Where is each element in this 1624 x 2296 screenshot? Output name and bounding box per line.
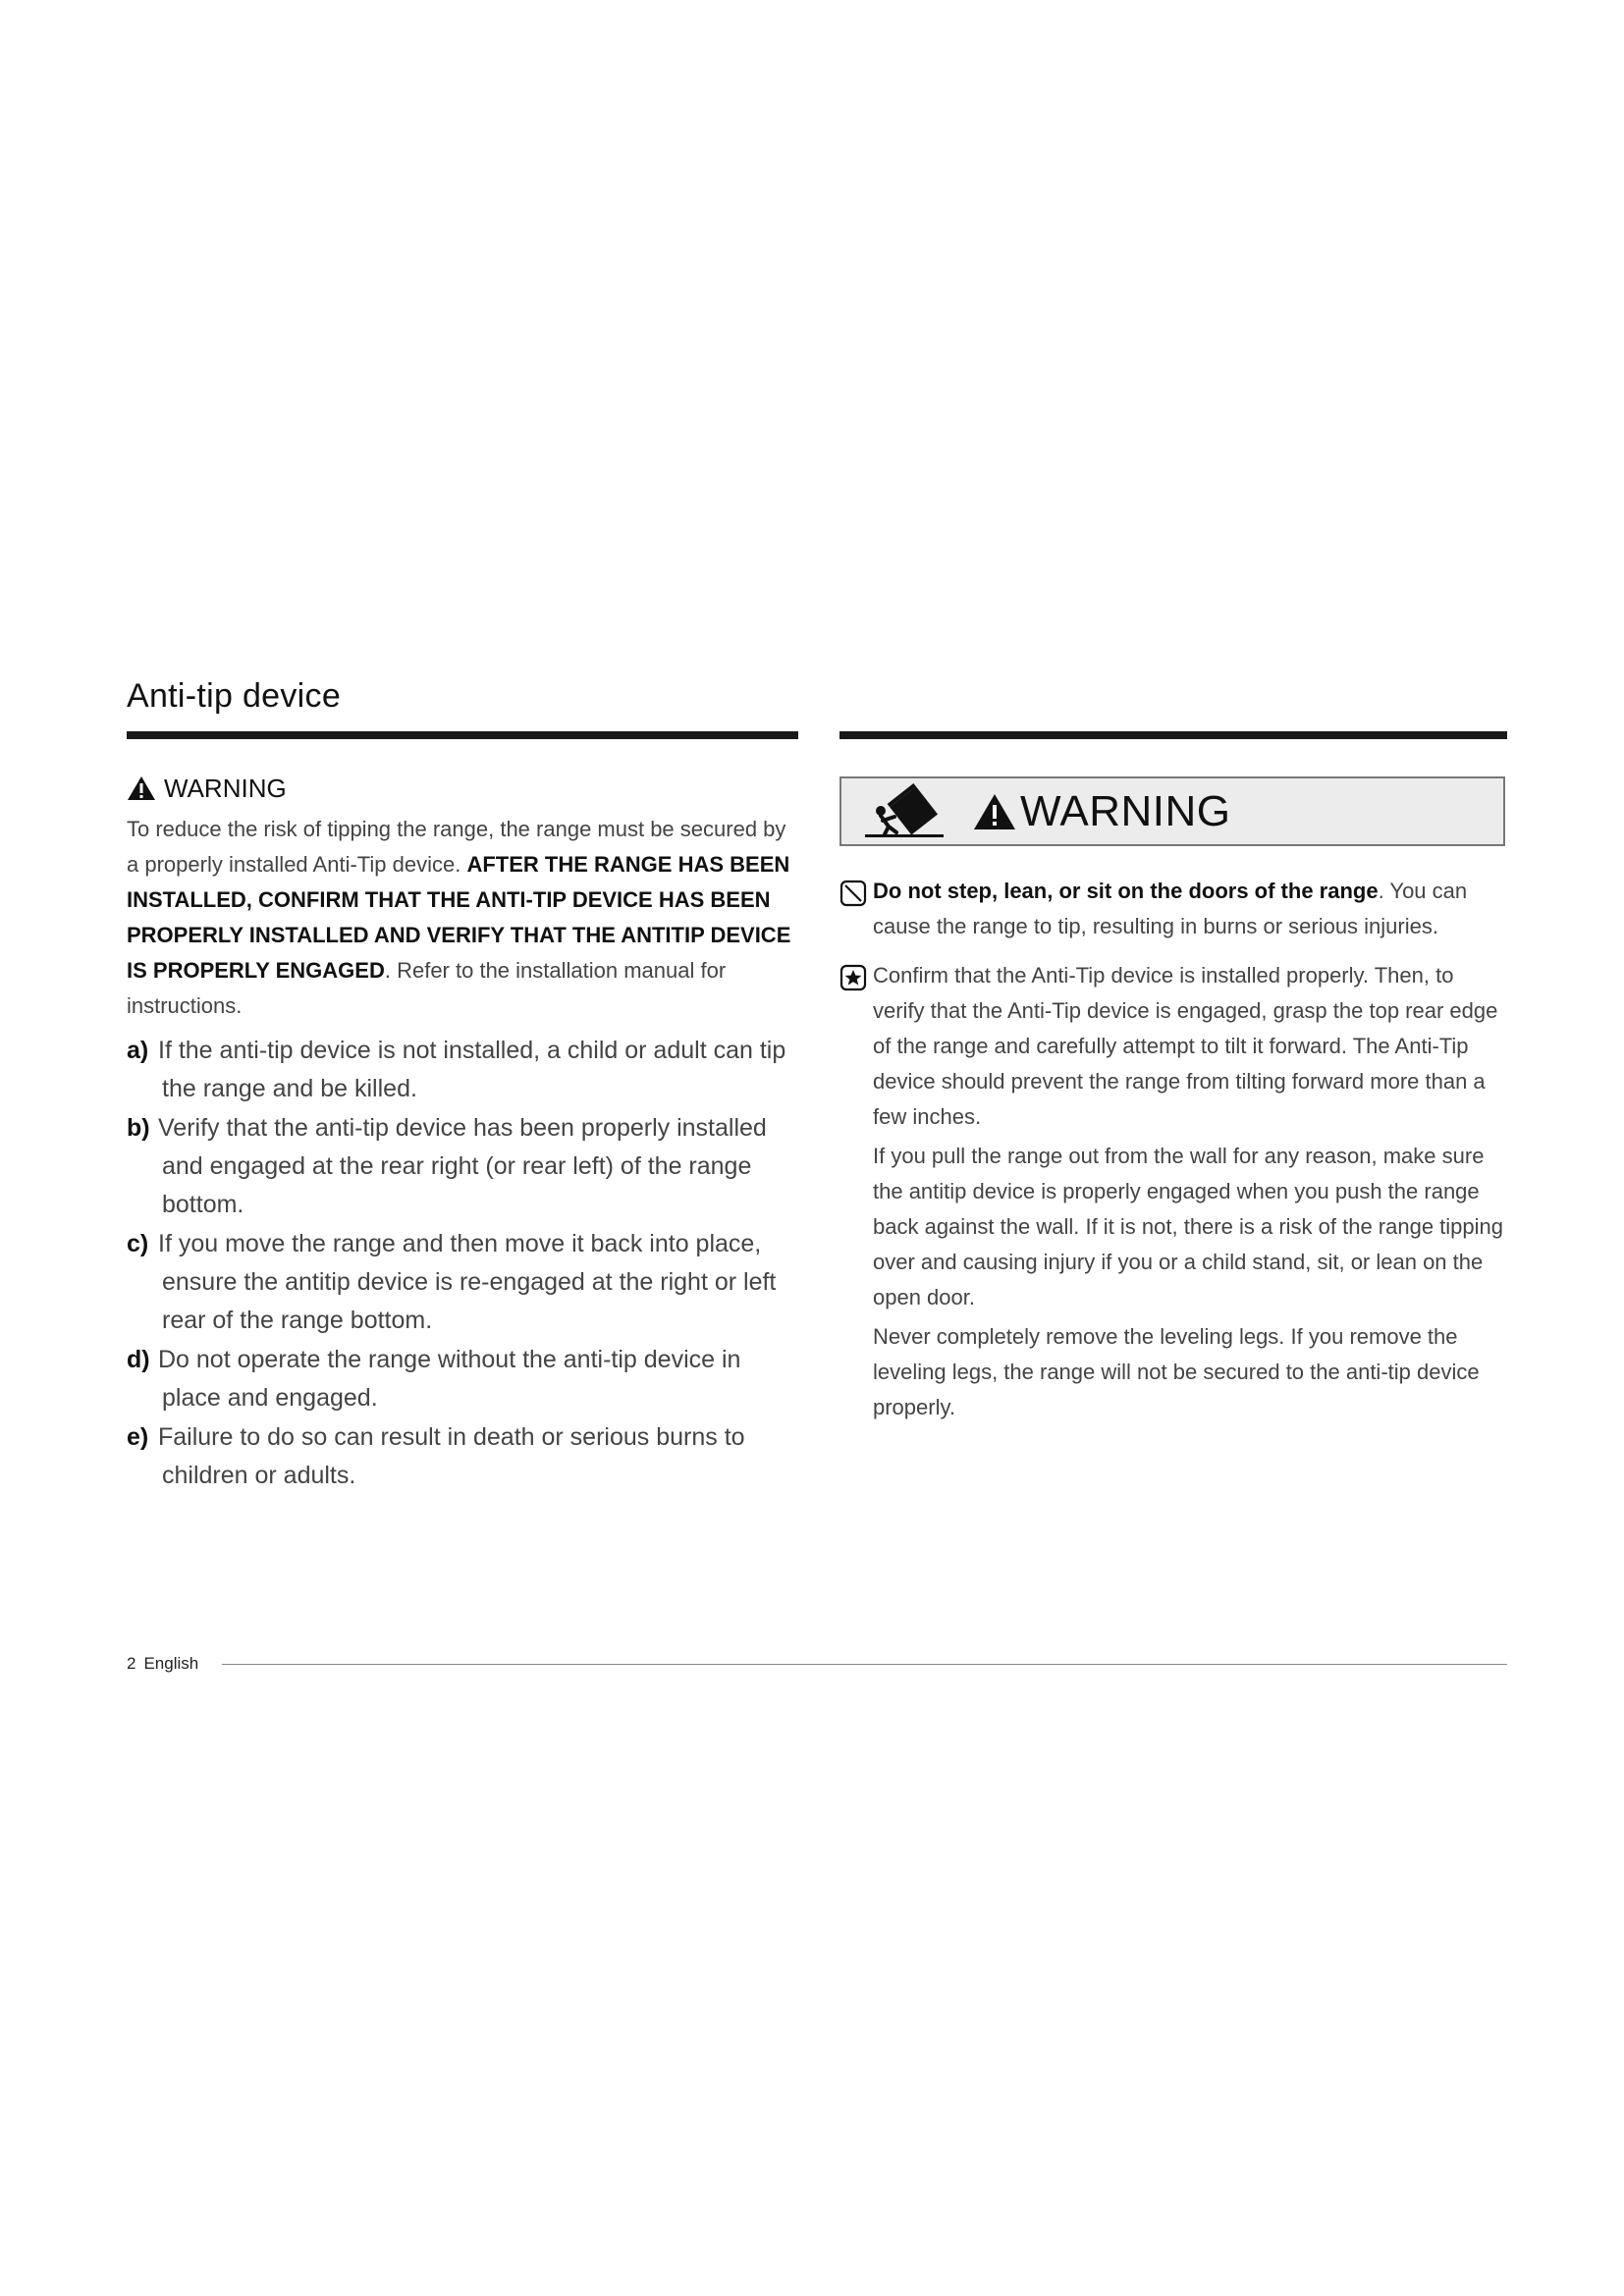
list-item-letter: a) [127, 1037, 149, 1064]
list-item-text: If you move the range and then move it back into place, ensure the antitip device is re-engaged at the right or left rear of the range bottom. [158, 1230, 777, 1334]
instruction-item [839, 958, 1509, 1429]
left-column [127, 769, 794, 1496]
list-item-letter: d) [127, 1346, 150, 1373]
page-title: Anti-tip device [127, 677, 342, 715]
intro-text-2: . Refer to the installation manual for instructions. [127, 958, 727, 1018]
list-item-text: Verify that the anti-tip device has been properly installed and engaged at the rear right (or rear left) of the range bottom. [158, 1114, 767, 1218]
prohibition-bold-text: Do not step, lean, or sit on the doors of the range [873, 879, 1379, 903]
instruction-text [873, 958, 1509, 1429]
list-item-letter: b) [127, 1114, 150, 1142]
warning-banner-label: WARNING [1020, 786, 1231, 835]
intro-text-1: To reduce the risk of tipping the range, the range must be secured by a properly installed Anti-Tip device. [127, 817, 786, 877]
prohibited-icon [839, 880, 867, 907]
prohibition-text [873, 874, 1509, 944]
warning-triangle-icon [973, 793, 1016, 830]
list-item-text: Failure to do so can result in death or serious burns to children or adults. [158, 1423, 745, 1489]
list-item-letter: e) [127, 1423, 149, 1451]
list-item-letter: c) [127, 1230, 149, 1257]
instruction-paragraph: Confirm that the Anti-Tip device is installed properly. Then, to verify that the Anti-Tip device is engaged, grasp the top rear edge of the range and carefully attempt to tilt it forward. The Anti-Tip device should prevent the range from tilting forward more than a few inches. [873, 963, 1498, 1129]
range-tipping-icon [863, 783, 946, 840]
footer-language: English [143, 1654, 199, 1673]
instruction-paragraph: Never completely remove the leveling legs. If you remove the leveling legs, the range will not be secured to the anti-tip device properly. [873, 1324, 1480, 1419]
list-item [127, 1109, 794, 1224]
right-title-rule [839, 731, 1507, 739]
intro-bold-text: AFTER THE RANGE HAS BEEN INSTALLED, CONFIRM THAT THE ANTI-TIP DEVICE HAS BEEN PROPERLY INSTALLED AND VERIFY THAT THE ANTITIP DEVICE IS PROPERLY ENGAGED [127, 852, 791, 983]
right-column [839, 874, 1509, 1443]
important-star-icon [839, 964, 867, 991]
page-footer [127, 1649, 1507, 1679]
prohibition-rest-text: . You can cause the range to tip, resulting in burns or serious injuries. [873, 879, 1468, 938]
left-title-rule [127, 731, 798, 739]
list-item [127, 1418, 794, 1495]
warning-banner [839, 776, 1505, 846]
list-item-text: If the anti-tip device is not installed, a child or adult can tip the range and be killed. [158, 1037, 786, 1102]
list-item [127, 1225, 794, 1340]
warning-heading [127, 769, 794, 808]
page-number: 2 [127, 1654, 136, 1673]
anti-tip-list [127, 1032, 794, 1495]
list-item [127, 1341, 794, 1417]
instruction-paragraph: If you pull the range out from the wall for any reason, make sure the antitip device is properly engaged when you push the range back against the wall. If it is not, there is a risk of the range tipping over and causing injury if you or a child stand, sit, or lean on the open door. [873, 1144, 1504, 1309]
prohibition-item [839, 874, 1509, 944]
footer-rule [222, 1664, 1507, 1665]
warning-intro [127, 812, 794, 1024]
warning-heading-label: WARNING [164, 773, 287, 803]
list-item-text: Do not operate the range without the anti-tip device in place and engaged. [158, 1346, 741, 1412]
list-item [127, 1032, 794, 1108]
warning-triangle-icon [127, 775, 156, 801]
